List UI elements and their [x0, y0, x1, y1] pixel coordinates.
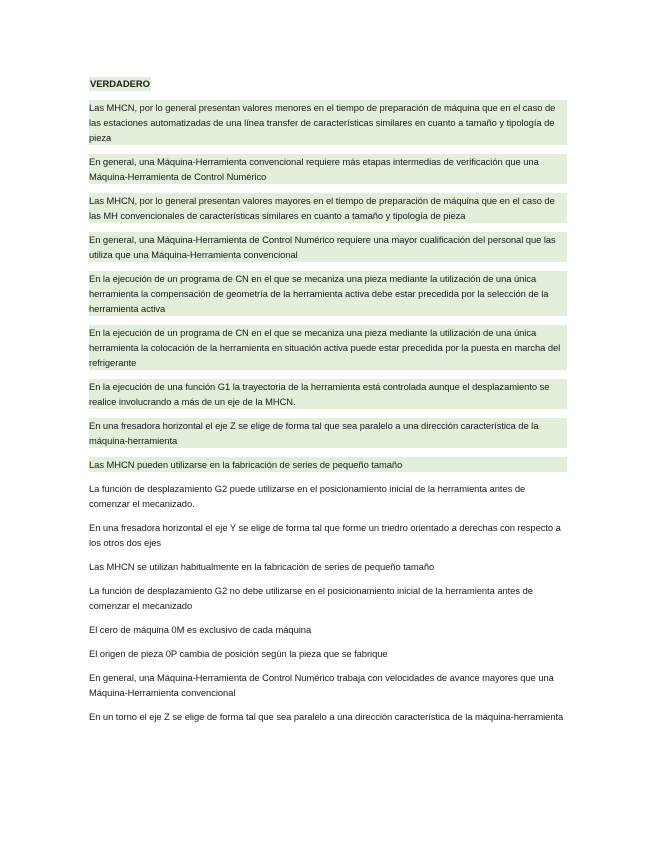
plain-paragraph-4: La función de desplazamiento G2 no debe utilizarse en el posicionamiento inicial de la herramienta antes de comenzar el mecanizado: [89, 585, 533, 611]
highlighted-paragraph-9: Las MHCN pueden utilizarse en la fabricación de series de pequeño tamaño: [89, 457, 567, 472]
highlighted-paragraph-2: En general, una Máquina-Herramienta convencional requiere más etapas intermedias de verificación que una Máquina-Herramienta de Control Numérico: [89, 154, 567, 184]
plain-paragraph-1: La función de desplazamiento G2 puede utilizarse en el posicionamiento inicial de la herramienta antes de comenzar el mecanizado.: [89, 483, 526, 509]
highlighted-paragraph-1: Las MHCN, por lo general presentan valores menores en el tiempo de preparación de máquina que en el caso de las estaciones automatizadas de una línea transfer de características similares en cuanto a tamaño y tipología de pieza: [89, 100, 567, 145]
highlighted-paragraph-3: Las MHCN, por lo general presentan valores mayores en el tiempo de preparación de máquina que en el caso de las MH convencionales de características similares en cuanto a tamaño y tipología de pieza: [89, 193, 567, 223]
plain-paragraph-5: El cero de máquina 0M es exclusivo de cada máquina: [89, 624, 312, 635]
document-page: [89, 74, 567, 733]
document-title: VERDADERO: [90, 78, 150, 89]
plain-paragraph-6: El origen de pieza 0P cambia de posición según la pieza que se fabrique: [89, 648, 388, 659]
plain-paragraph-7: En general, una Máquina-Herramienta de Control Numérico trabaja con velocidades de avance mayores que una Máquina-Herramienta convencional: [89, 672, 554, 698]
highlighted-paragraph-5: En la ejecución de un programa de CN en el que se mecaniza una pieza mediante la utilización de una única herramienta la compensación de geometría de la herramienta activa debe estar precedida por la selección de la herramienta activa: [89, 271, 567, 316]
plain-paragraph-3: Las MHCN se utilizan habitualmente en la fabricación de series de pequeño tamaño: [89, 561, 435, 572]
highlighted-paragraph-6: En la ejecución de un programa de CN en el que se mecaniza una pieza mediante la utilización de una única herramienta la colocación de la herramienta en situación activa puede estar precedida por la puesta en marcha del refrigerante: [89, 325, 567, 370]
highlighted-paragraph-4: En general, una Máquina-Herramienta de Control Numérico requiere una mayor cualificación del personal que las utiliza que una Máquina-Herramienta convencional: [89, 232, 567, 262]
highlighted-paragraph-7: En la ejecución de una función G1 la trayectoria de la herramienta está controlada aunque el desplazamiento se realice involucrando a más de un eje de la MHCN.: [89, 379, 567, 409]
plain-paragraph-2: En una fresadora horizontal el eje Y se elige de forma tal que forme un triedro orientado a derechas con respecto a los otros dos ejes: [89, 522, 561, 548]
highlighted-paragraph-8: En una fresadora horizontal el eje Z se elige de forma tal que sea paralelo a una dirección característica de la máquina-herramienta: [89, 418, 567, 448]
plain-paragraph-8: En un torno el eje Z se elige de forma tal que sea paralelo a una dirección característica de la máquina-herramienta: [89, 711, 564, 722]
